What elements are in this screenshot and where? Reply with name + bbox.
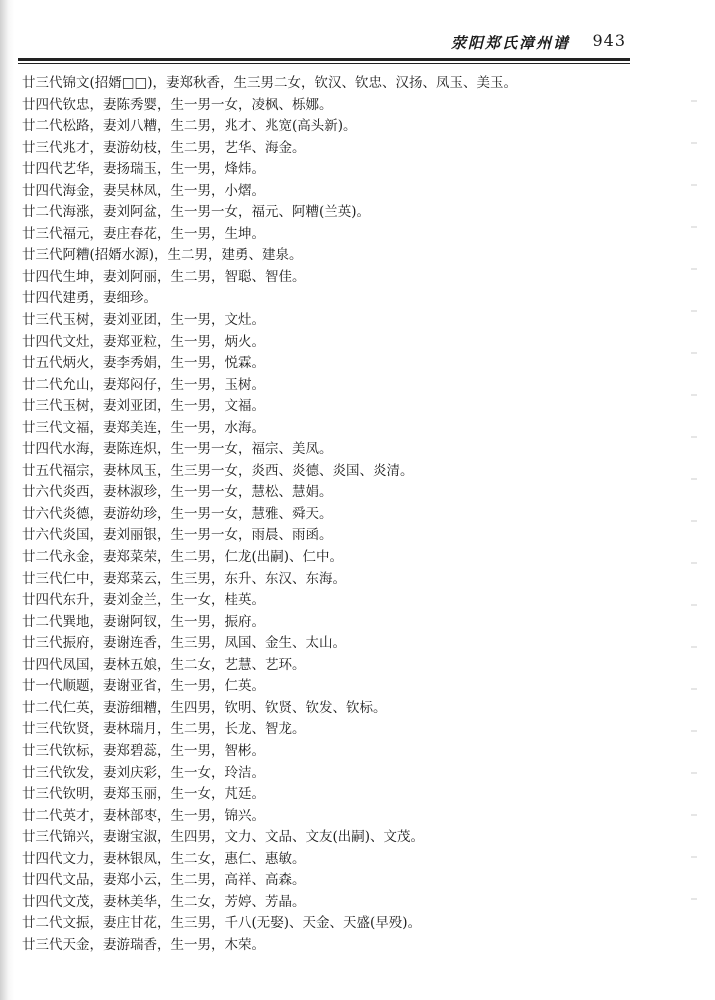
- genealogy-entry: 廿二代英才，妻林部枣，生一男，锦兴。: [22, 807, 265, 824]
- genealogy-entry: 廿三代仁中，妻郑菜云，生三男，东升、东汉、东海。: [22, 570, 346, 587]
- genealogy-entry: 廿二代海涨，妻刘阿盆，生一男一女，福元、阿糟(兰英)。: [22, 204, 371, 221]
- genealogy-entry: 廿三代玉树，妻刘亚团，生一男，文福。: [22, 398, 265, 415]
- genealogy-entry: 廿四代文茂，妻林美华，生二女，芳婷、芳晶。: [22, 893, 306, 910]
- genealogy-entry: 廿四代凤国，妻林五娘，生二女，艺慧、艺环。: [22, 656, 306, 673]
- genealogy-entry: 廿六代炎西，妻林淑珍，生一男一女，慧松、慧娟。: [22, 484, 333, 501]
- genealogy-entry: 廿二代永金，妻郑菜荣，生二男，仁龙(出嗣)、仁中。: [22, 549, 344, 566]
- genealogy-entry: 廿三代阿糟(招婿水源)，生二男，建勇、建泉。: [22, 247, 303, 264]
- genealogy-entry: 廿四代文品，妻郑小云，生二男，高祥、高森。: [22, 872, 306, 889]
- header-rule-thin: [18, 63, 630, 64]
- genealogy-entry: 廿三代兆才，妻游幼枝，生二男，艺华、海金。: [22, 139, 306, 156]
- genealogy-entry: 廿三代玉树，妻刘亚团，生一男，文灶。: [22, 312, 265, 329]
- genealogy-entry: 廿三代钦明，妻郑玉丽，生一女，芃廷。: [22, 786, 265, 803]
- genealogy-entry: 廿四代文灶，妻郑亚粒，生一男，炳火。: [22, 333, 265, 350]
- genealogy-entry: 廿三代锦兴，妻谢宝淑，生四男，文力、文品、文友(出嗣)、文茂。: [22, 829, 425, 846]
- book-title: 荥阳郑氏漳州谱: [450, 34, 570, 52]
- genealogy-entry: 廿三代钦发，妻刘庆彩，生一女，玲洁。: [22, 764, 265, 781]
- scan-edge-shadow: [0, 0, 14, 1000]
- page-header: [18, 26, 630, 56]
- genealogy-entry: 廿五代炳火，妻李秀娟，生一男，悦霖。: [22, 355, 265, 372]
- genealogy-entry: 廿三代锦文(招婿□□)，妻郑秋香，生三男二女，钦汉、钦忠、汉扬、凤玉、美玉。: [22, 75, 518, 91]
- page-number: 943: [592, 31, 626, 50]
- genealogy-entry: 廿四代生坤，妻刘阿丽，生二男，智聪、智佳。: [22, 268, 306, 285]
- genealogy-entry: 廿三代钦贤，妻林瑞月，生二男，长龙、智龙。: [22, 721, 306, 738]
- genealogy-entry: 廿二代文振，妻庄甘花，生三男，千八(无娶)、天金、天盛(早殁)。: [22, 915, 422, 932]
- genealogy-entry-list: [22, 73, 662, 956]
- genealogy-entry: 廿三代钦标，妻郑碧蕊，生一男，智彬。: [22, 742, 265, 759]
- genealogy-entry: 廿四代钦忠，妻陈秀婴，生一男一女，凌枫、栎娜。: [22, 96, 333, 113]
- genealogy-entry: 廿一代顺题，妻谢亚省，生一男，仁英。: [22, 678, 265, 695]
- genealogy-entry: 廿五代福宗，妻林凤玉，生三男一女，炎西、炎德、炎国、炎清。: [22, 462, 414, 479]
- genealogy-entry: 廿三代天金，妻游瑞香，生一男，木荣。: [22, 936, 265, 953]
- genealogy-entry: 廿四代艺华，妻扬瑞玉，生一男，烽炜。: [22, 161, 265, 178]
- genealogy-entry: 廿二代巽地，妻谢阿钗，生一男，振府。: [22, 613, 265, 630]
- genealogy-entry: 廿六代炎国，妻刘丽银，生一男一女，雨晨、雨函。: [22, 527, 333, 544]
- scan-artifact: [691, 60, 697, 940]
- genealogy-entry: 廿六代炎德，妻游幼珍，生一男一女，慧雅、舜天。: [22, 505, 333, 522]
- genealogy-entry: 廿二代仁英，妻游细糟，生四男，钦明、钦贤、钦发、钦标。: [22, 699, 387, 716]
- genealogy-entry: 廿二代松路，妻刘八糟，生二男，兆才、兆宽(高头新)。: [22, 118, 357, 135]
- genealogy-entry: 廿四代文力，妻林银凤，生二女，惠仁、惠敏。: [22, 850, 306, 867]
- genealogy-entry: 廿三代振府，妻谢连香，生三男，凤国、金生、太山。: [22, 635, 346, 652]
- genealogy-entry: 廿二代允山，妻郑闷仔，生一男，玉树。: [22, 376, 265, 393]
- genealogy-entry: 廿四代海金，妻吴林凤，生一男，小熠。: [22, 182, 265, 199]
- genealogy-entry: 廿三代文福，妻郑美连，生一男，水海。: [22, 419, 265, 436]
- genealogy-entry: 廿四代水海，妻陈连炽，生一男一女，福宗、美凤。: [22, 441, 333, 458]
- genealogy-entry: 廿四代建勇，妻细珍。: [22, 290, 157, 307]
- header-rule-thick: [18, 58, 630, 61]
- genealogy-entry: 廿四代东升，妻刘金兰，生一女，桂英。: [22, 592, 265, 609]
- genealogy-entry: 廿三代福元，妻庄春花，生一男，生坤。: [22, 225, 265, 242]
